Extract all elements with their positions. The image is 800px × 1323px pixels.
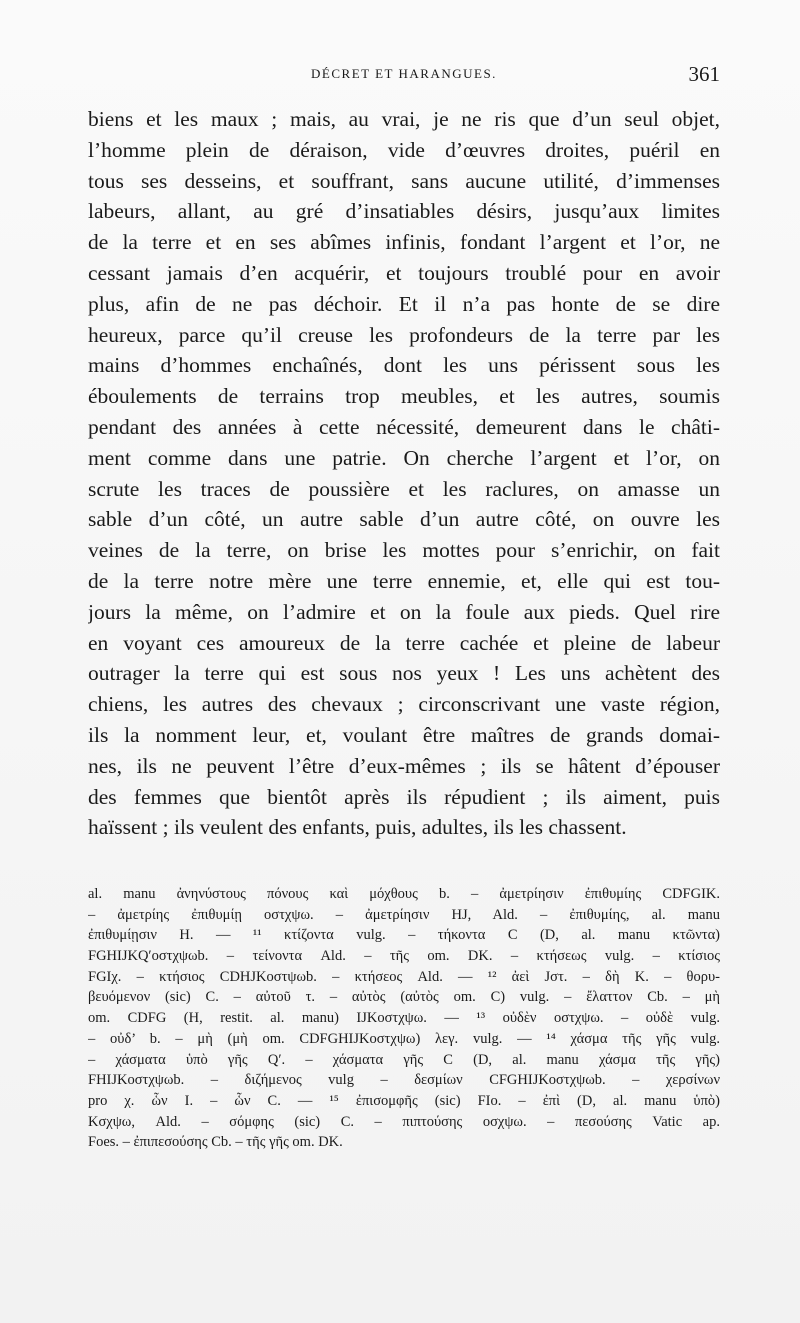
note-line: FGHIJKQ′οστχψωb. – τείνοντα Ald. – τῆς om. DK. – κτήσεως vulg. – κτίσιος <box>88 948 720 965</box>
note-line: om. CDFG (H, restit. al. manu) IJKοστχψω. — ¹³ οὐδὲν οστχψω. – οὐδὲ vulg. <box>88 1010 720 1027</box>
body-line: sable d’un côté, un autre sable d’un autre côté, on ouvre les <box>88 507 720 532</box>
body-line: de la terre et en ses abîmes infinis, fondant l’argent et l’or, ne <box>88 230 720 255</box>
body-line: jours la même, on l’admire et on la foule aux pieds. Quel rire <box>88 599 720 624</box>
body-line: tous ses desseins, et souffrant, sans aucune utilité, d’immenses <box>88 168 720 193</box>
body-line: scrute les traces de poussière et les raclures, on amasse un <box>88 476 720 501</box>
body-line: outrager la terre qui est sous nos yeux ! Les uns achètent des <box>88 661 720 686</box>
body-line: biens et les maux ; mais, au vrai, je ne ris que d’un seul objet, <box>88 107 720 131</box>
body-line: haïssent ; ils veulent des enfants, puis, adultes, ils les chassent. <box>88 815 627 840</box>
note-line: FHIJKοστχψωb. – διζήμενος vulg – δεσμίων CFGHIJKοστχψωb. – χερσίνων <box>88 1072 720 1089</box>
body-line: veines de la terre, on brise les mottes pour s’enrichir, on fait <box>88 538 720 563</box>
note-line: pro χ. ὧν I. – ὧν C. — ¹⁵ ἐπισομφῆς (sic) FIo. – ἐπὶ (D, al. manu ὑπὸ) <box>88 1092 720 1109</box>
body-line: l’homme plein de déraison, vide d’œuvres droites, puéril en <box>88 137 720 162</box>
body-line: plus, afin de ne pas déchoir. Et il n’a pas honte de se dire <box>88 291 720 316</box>
main-text <box>88 104 720 843</box>
note-line: – ἀμετρίης ἐπιθυμίῃ οστχψω. – ἀμετρίησιν HJ, Ald. – ἐπιθυμίης, al. manu <box>88 906 720 923</box>
note-line: Foes. – ἐπιπεσούσης Cb. – τῆς γῆς om. DK. <box>88 1134 343 1151</box>
note-line: ἐπιθυμίῃσιν H. — ¹¹ κτίζοντα vulg. – τήκοντα C (D, al. manu κτῶντα) <box>88 927 720 944</box>
running-title: DÉCRET ET HARANGUES. <box>311 66 497 81</box>
body-line: ment comme dans une patrie. On cherche l’argent et l’or, on <box>88 445 720 470</box>
page-header <box>88 62 720 90</box>
body-line: nes, ils ne peuvent l’être d’eux-mêmes ; ils se hâtent d’épouser <box>88 753 720 778</box>
note-line: – χάσματα ὑπὸ γῆς Q′. – χάσματα γῆς C (D, al. manu χάσμα τῆς γῆς) <box>88 1051 720 1068</box>
body-line: cessant jamais d’en acquérir, et toujours troublé pour en avoir <box>88 260 720 285</box>
body-line: de la terre notre mère une terre ennemie, et, elle qui est tou- <box>88 568 720 593</box>
body-line: ils la nomment leur, et, voulant être maîtres de grands domai- <box>88 722 720 747</box>
body-line: des femmes que bientôt après ils répudient ; ils aiment, puis <box>88 784 720 809</box>
body-line: éboulements de terrains trop meubles, et les autres, soumis <box>88 384 720 409</box>
body-line: pendant des années à cette nécessité, demeurent dans le châti- <box>88 414 720 439</box>
note-line: βευόμενον (sic) C. – αὐτοῦ τ. – αὐτὸς (αὐτὸς om. C) vulg. – ἔλαττον Cb. – μὴ <box>88 989 720 1006</box>
note-line: Kσχψω, Ald. – σόμφης (sic) C. – πιπτούσης οσχψω. – πεσούσης Vatic ap. <box>88 1113 720 1130</box>
body-line: heureux, parce qu’il creuse les profondeurs de la terre par les <box>88 322 720 347</box>
note-line: al. manu ἀνηνύστους πόνους καὶ μόχθους b. – ἀμετρίησιν ἐπιθυμίης CDFGIK. <box>88 886 720 902</box>
body-line: labeurs, allant, au gré d’insatiables désirs, jusqu’aux limites <box>88 199 720 224</box>
page-number: 361 <box>688 62 720 86</box>
body-line: en voyant ces amoureux de la terre cachée et pleine de labeur <box>88 630 720 655</box>
critical-apparatus <box>88 884 720 1153</box>
note-line: FGIχ. – κτήσιος CDHJKοστψωb. – κτήσεος Ald. — ¹² ἀεὶ Jστ. – δὴ K. – θορυ- <box>88 968 720 985</box>
body-line: chiens, les autres des chevaux ; circonscrivant une vaste région, <box>88 692 720 717</box>
body-line: mains d’hommes enchaînés, dont les uns périssent sous les <box>88 353 720 378</box>
note-line: – οὐδ’ b. – μὴ (μὴ om. CDFGHIJKοστχψω) λεγ. vulg. — ¹⁴ χάσμα τῆς γῆς vulg. <box>88 1030 720 1047</box>
